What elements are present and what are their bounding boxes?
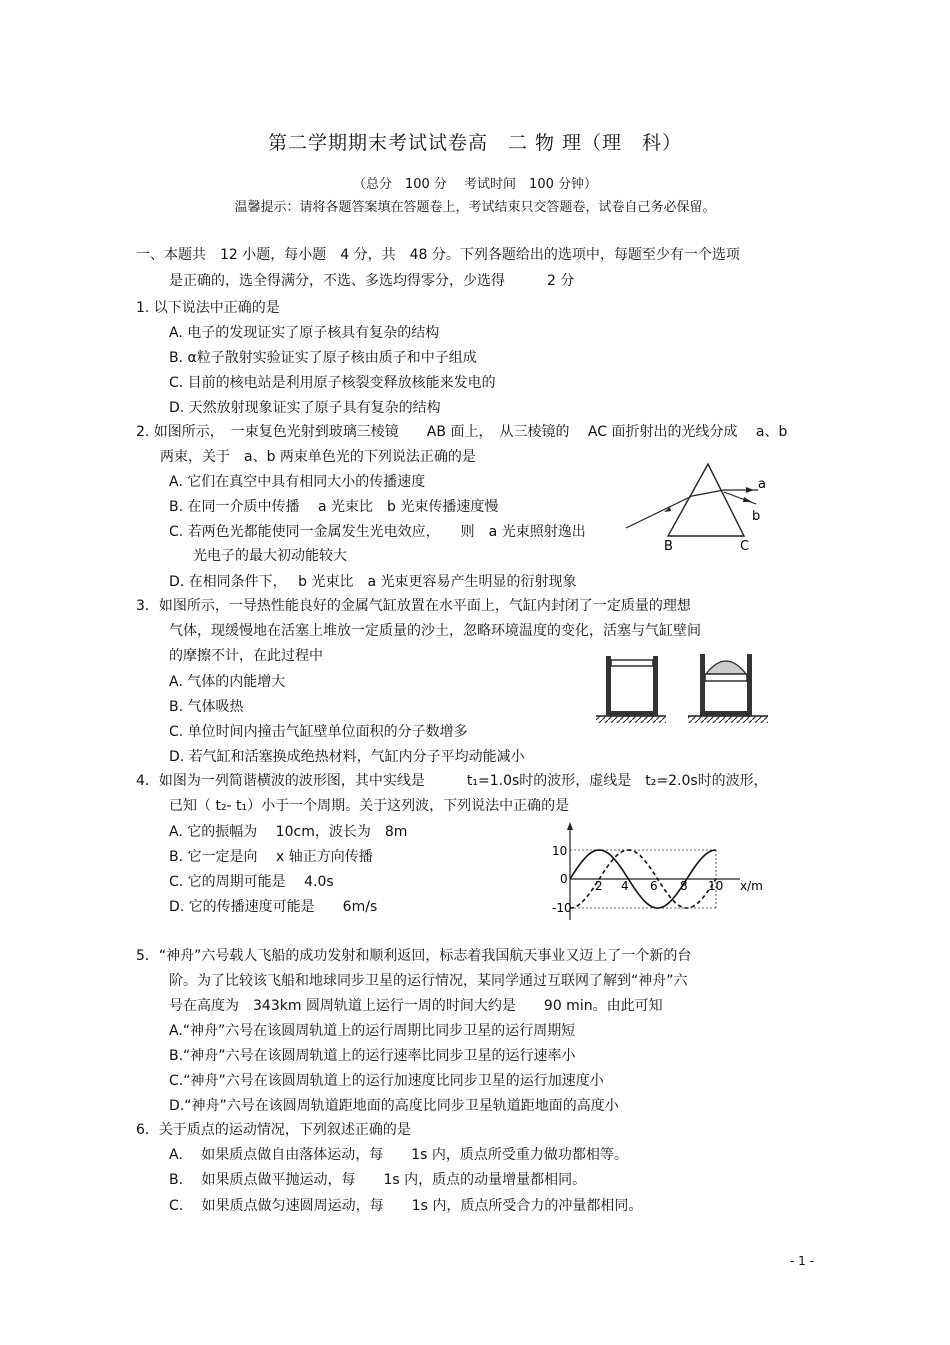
ground-right <box>688 716 768 723</box>
q4-option-b: B. 它一定是向 x 轴正方向传播 <box>169 849 373 865</box>
q3-option-b: B. 气体吸热 <box>169 699 244 715</box>
q1-option-b: B. α粒子散射实验证实了原子核由质子和中子组成 <box>169 350 477 366</box>
q4-stem-part1: 4．如图为一列简谐横波的波形图，其中实线是 <box>136 773 467 789</box>
sand-pile <box>706 661 746 674</box>
q2-option-c-line1: C. 若两色光都能使同一金属发生光电效应， 则 a 光束照射逸出 <box>169 524 586 540</box>
q4-option-a: A. 它的振幅为 10cm，波长为 8m <box>169 824 408 840</box>
q3-stem-line1: 3．如图所示，一导热性能良好的金属气缸放置在水平面上，气缸内封闭了一定质量的理想 <box>136 598 691 614</box>
q6-option-c: C. 如果质点做匀速圆周运动，每 1s 内，质点所受合力的冲量都相同。 <box>169 1198 643 1214</box>
ray-b-arrow <box>743 497 752 502</box>
q2-stem-line2: 两束，关于 a、b 两束单色光的下列说法正确的是 <box>160 449 476 465</box>
q4-option-d: D. 它的传播速度可能是 6m/s <box>169 899 378 915</box>
q3-stem-line3: 的摩擦不计，在此过程中 <box>169 648 323 664</box>
y-tick-0: 0 <box>560 872 568 886</box>
q5-stem-line1: 5．“神舟”六号载人飞船的成功发射和顺利返回，标志着我国航天事业又迈上了一个新的台 <box>136 948 692 964</box>
y-tick-minus-10: -10 <box>552 901 572 915</box>
q6-option-b: B. 如果质点做平抛运动，每 1s 内，质点的动量增量都相同。 <box>169 1172 587 1188</box>
cylinder-bottom <box>700 711 752 716</box>
cylinder-bottom <box>606 711 658 716</box>
cylinder-before <box>596 656 666 723</box>
ground-left <box>596 716 666 723</box>
cylinder-after <box>688 654 768 723</box>
x-tick-10: 10 <box>708 879 724 893</box>
q3-option-d: D. 若气缸和活塞换成绝热材料，气缸内分子平均动能减小 <box>169 749 525 765</box>
q4-option-c: C. 它的周期可能是 4.0s <box>169 874 334 890</box>
x-tick-8: 8 <box>680 879 688 893</box>
q1-stem: 1. 以下说法中正确的是 <box>136 300 280 316</box>
q4-stem-part3: 时的波形， <box>697 773 768 789</box>
prism-triangle <box>668 464 744 536</box>
q5-option-d: D.“神舟”六号在该圆周轨道距地面的高度比同步卫星轨道距地面的高度小 <box>169 1098 619 1114</box>
exam-title: 第二学期期末考试试卷高 二 物 理（理 科） <box>267 132 683 154</box>
q6-option-a: A. 如果质点做自由落体运动，每 1s 内，质点所受重力做功都相等。 <box>169 1147 628 1163</box>
wave-graph <box>546 822 776 922</box>
vertex-b-label: B <box>664 539 673 552</box>
q4-stem-part2: 时的波形，虚线是 <box>519 773 646 789</box>
q2-option-a: A. 它们在真空中具有相同大小的传播速度 <box>169 474 426 490</box>
cylinder-wall-left <box>700 654 705 716</box>
exam-subtitle: （总分 100 分 考试时间 100 分钟） <box>352 177 598 192</box>
q2-option-c-line2: 光电子的最大初动能较大 <box>193 548 347 564</box>
q5-stem-line3: 号在高度为 343km 圆周轨道上运行一周的时间大约是 90 min。由此可知 <box>169 998 663 1014</box>
piston <box>705 674 747 681</box>
cylinder-figure <box>596 648 772 728</box>
q4-stem-line1 <box>136 770 768 790</box>
q1-option-d: D. 天然放射现象证实了原子具有复杂的结构 <box>169 400 441 416</box>
ray-a-arrow <box>746 487 754 493</box>
prism-figure <box>620 460 780 552</box>
q5-option-b: B.“神舟”六号在该圆周轨道上的运行速率比同步卫星的运行速率小 <box>169 1048 576 1064</box>
ray-a-label: a <box>758 477 766 492</box>
q2-option-b: B. 在同一介质中传播 a 光束比 b 光束传播速度慢 <box>169 499 499 515</box>
section-heading-line2: 是正确的，选全得满分，不选、多选均得零分，少选得 2 分 <box>169 273 575 289</box>
q3-option-c: C. 单位时间内撞击气缸壁单位面积的分子数增多 <box>169 724 468 740</box>
q4-stem-line2: 已知（ t₂- t₁）小于一个周期。关于这列波，下列说法中正确的是 <box>169 798 570 814</box>
ray-b-label: b <box>752 509 761 524</box>
x-tick-6: 6 <box>650 879 658 893</box>
cylinder-wall-left <box>606 656 611 716</box>
x-tick-4: 4 <box>621 879 629 893</box>
y-axis-arrow <box>567 822 573 830</box>
piston <box>611 660 653 666</box>
q5-option-a: A.“神舟”六号在该圆周轨道上的运行周期比同步卫星的运行周期短 <box>169 1023 576 1039</box>
x-tick-2: 2 <box>595 879 603 893</box>
q2-stem-line1: 2. 如图所示， 一束复色光射到玻璃三棱镜 AB 面上， 从三棱镜的 AC 面折射出的光线分成 a、b <box>136 424 788 440</box>
y-tick-10: 10 <box>552 844 568 858</box>
section-heading-line1: 一、本题共 12 小题，每小题 4 分，共 48 分。下列各题给出的选项中，每题至少有一个选项 <box>136 247 740 263</box>
q4-t1: t₁=1.0s <box>466 773 520 789</box>
q2-option-d: D. 在相同条件下， b 光束比 a 光束更容易产生明显的衍射现象 <box>169 574 577 590</box>
q1-option-a: A. 电子的发现证实了原子核具有复杂的结构 <box>169 325 440 341</box>
internal-ray <box>692 490 724 496</box>
x-axis-label: x/m <box>740 879 763 893</box>
q4-t2: t₂=2.0s <box>645 773 698 789</box>
exam-tip: 温馨提示：请将各题答案填在答题卷上，考试结束只交答题卷，试卷自己务必保留。 <box>234 200 716 215</box>
q3-stem-line2: 气体，现缓慢地在活塞上堆放一定质量的沙土，忽略环境温度的变化，活塞与气缸壁间 <box>169 623 701 639</box>
vertex-c-label: C <box>740 539 750 552</box>
q6-stem: 6．关于质点的运动情况，下列叙述正确的是 <box>136 1122 411 1138</box>
cylinder-wall-right <box>747 654 752 716</box>
cylinder-wall-right <box>653 656 658 716</box>
q3-option-a: A. 气体的内能增大 <box>169 674 286 690</box>
ray-b-line <box>724 492 756 504</box>
q1-option-c: C. 目前的核电站是利用原子核裂变释放核能来发电的 <box>169 375 496 391</box>
q5-stem-line2: 阶。为了比较该飞船和地球同步卫星的运行情况，某同学通过互联网了解到“神舟”六 <box>169 973 688 989</box>
q5-option-c: C.“神舟”六号在该圆周轨道上的运行加速度比同步卫星的运行加速度小 <box>169 1073 604 1089</box>
page-number: - 1 - <box>790 1254 814 1268</box>
